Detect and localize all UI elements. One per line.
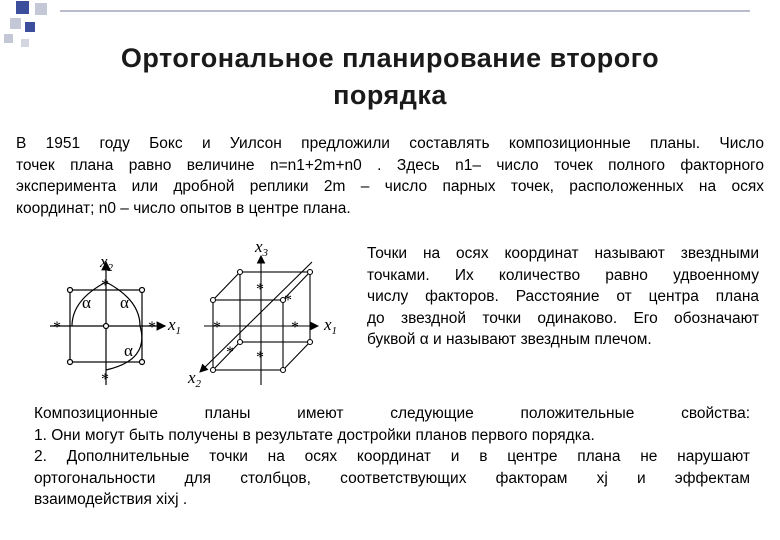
text-line: числу факторов. Расстояние от центра плана	[367, 288, 759, 305]
star-point: *	[256, 281, 264, 298]
corner-point	[140, 288, 145, 293]
text-line: 2. Дополнительные точки на осях координат и в центре плана не нарушают	[34, 448, 750, 465]
star-point: *	[101, 277, 109, 294]
title-line: порядка	[333, 80, 447, 110]
text-line: В 1951 году Бокс и Уилсон предложили составлять композиционные планы. Число	[16, 135, 764, 152]
star-point: *	[53, 319, 61, 336]
alpha-label: α	[124, 341, 133, 360]
star-point: *	[101, 371, 109, 388]
star-point: *	[256, 349, 264, 366]
corner-point	[68, 288, 73, 293]
cube-vertex	[281, 368, 286, 373]
center-point	[104, 324, 109, 329]
x1-axis-label-3d: $x_1$	[324, 315, 338, 337]
text-line: координат; n0 – число опытов в центре плана.	[16, 199, 351, 217]
text-line: буквой α и называют звездным плечом.	[367, 331, 652, 348]
text-line: эксперимента или дробной реплики 2m – число парных точек, расположенных на осях	[16, 178, 764, 195]
text-line: точек плана равно величине n=n1+2m+n0 . Здесь n1– число точек полного факторного	[16, 156, 764, 174]
text-line: Композиционные планы имеют следующие положительные свойства:	[34, 405, 750, 422]
alpha-label: α	[82, 293, 91, 312]
x2-axis-label: $x_2$	[100, 252, 114, 274]
text-line: Точки на осях координат называют звездными	[367, 245, 759, 262]
star-point: *	[213, 319, 221, 336]
text-line: до звездной точки одинаково. Его обозначают	[367, 309, 759, 327]
cube-vertex	[308, 340, 313, 345]
alpha-label: α	[120, 293, 129, 312]
cube-vertex	[211, 368, 216, 373]
cube-vertex	[238, 340, 243, 345]
text-line: 1. Они могут быть получены в результате достройки планов первого порядка.	[34, 426, 595, 444]
title-line: Ортогональное планирование второго	[120, 43, 660, 73]
text-line: ортогональности для столбцов, соответствующих факторам xj и эффектам	[34, 469, 750, 487]
star-point: *	[226, 344, 234, 361]
x2-axis-label-3d: $x_2$	[188, 368, 202, 390]
cube-vertex	[308, 270, 313, 275]
star-point: *	[284, 292, 292, 309]
cube-vertex	[238, 270, 243, 275]
star-point: *	[148, 319, 156, 336]
cube-vertex	[211, 298, 216, 303]
star-point: *	[291, 319, 299, 336]
x1-axis-label: $x_1$	[168, 315, 182, 337]
corner-point	[68, 360, 73, 365]
x3-axis-label: $x_3$	[255, 237, 269, 259]
text-line: точками. Их количество равно удвоенному	[367, 266, 759, 284]
text-line: взаимодействия xixj .	[34, 491, 188, 508]
corner-point	[140, 360, 145, 365]
